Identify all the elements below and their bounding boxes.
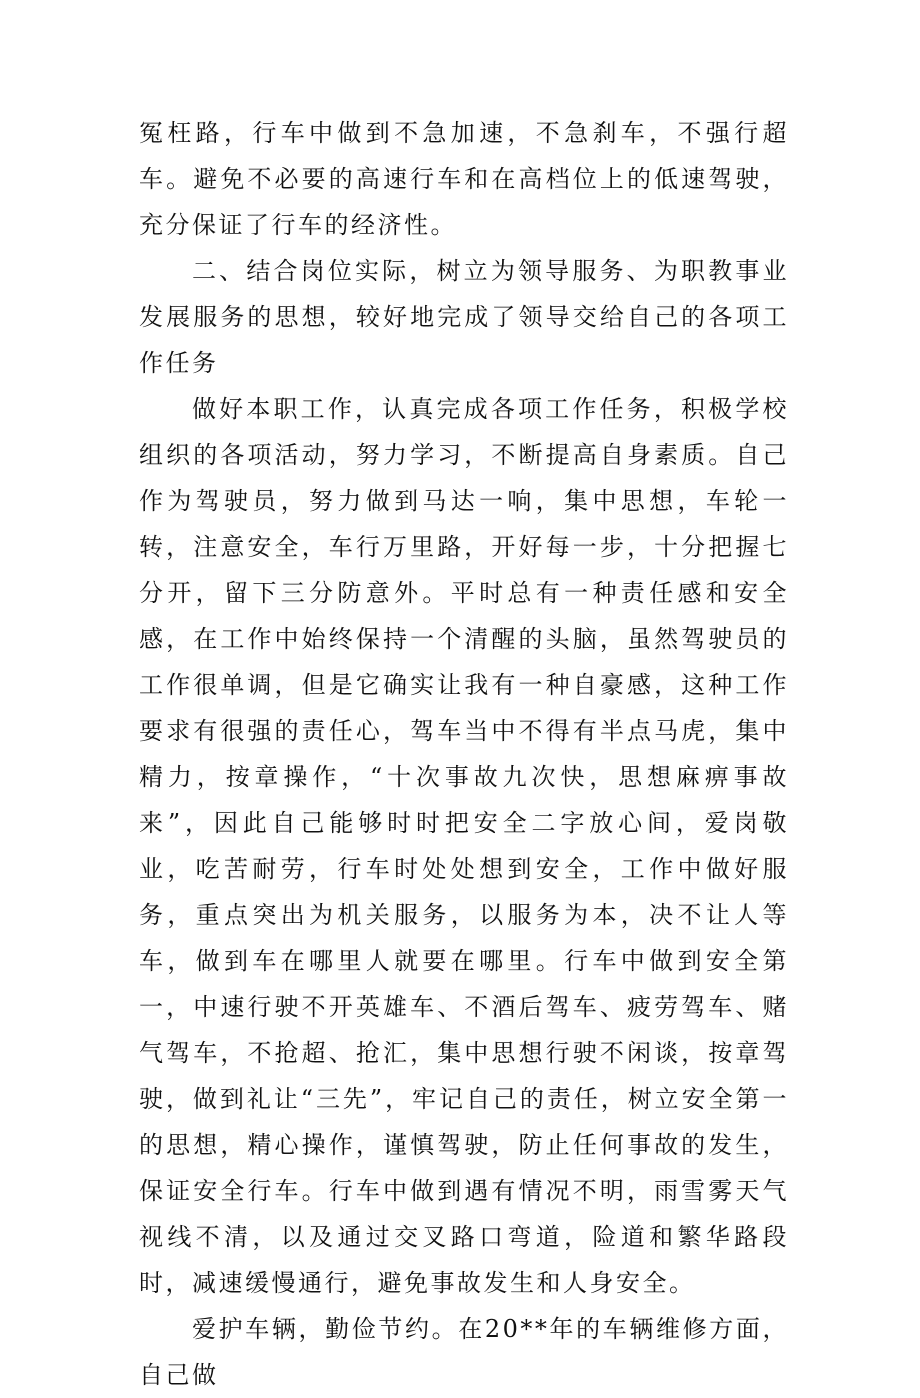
- paragraph-vehicle-care: 爱护车辆，勤俭节约。在20**年的车辆维修方面，自己做: [139, 1315, 789, 1389]
- paragraph-continuation: 冤枉路，行车中做到不急加速，不急刹车，不强行超车。避免不必要的高速行车和在高档位上的低速驾驶，充分保证了行车的经济性。: [139, 119, 789, 239]
- document-body: [139, 110, 789, 1398]
- paragraph-duties: 做好本职工作，认真完成各项工作任务，积极学校组织的各项活动，努力学习，不断提高自身素质。自己作为驾驶员，努力做到马达一响，集中思想，车轮一转，注意安全，车行万里路，开好每一步，十分把握七分开，留下三分防意外。平时总有一种责任感和安全感，在工作中始终保持一个清醒的头脑，虽然驾驶员的工作很单调，但是它确实让我有一种自豪感，这种工作要求有很强的责任心，驾车当中不得有半点马虎，集中精力，按章操作，“十次事故九次快，思想麻痹事故来”，因此自己能够时时把安全二字放心间，爱岗敬业，吃苦耐劳，行车时处处想到安全，工作中做好服务，重点突出为机关服务，以服务为本，决不让人等车，做到车在哪里人就要在哪里。行车中做到安全第一，中速行驶不开英雄车、不酒后驾车、疲劳驾车、赌气驾车，不抢超、抢汇，集中思想行驶不闲谈，按章驾驶，做到礼让“三先”，牢记自己的责任，树立安全第一的思想，精心操作，谨慎驾驶，防止任何事故的发生，保证安全行车。行车中做到遇有情况不明，雨雪雾天气视线不清，以及通过交叉路口弯道，险道和繁华路段时，减速缓慢通行，避免事故发生和人身安全。: [139, 395, 789, 1297]
- section-heading: 二、结合岗位实际，树立为领导服务、为职教事业发展服务的思想，较好地完成了领导交给自己的各项工作任务: [139, 257, 789, 377]
